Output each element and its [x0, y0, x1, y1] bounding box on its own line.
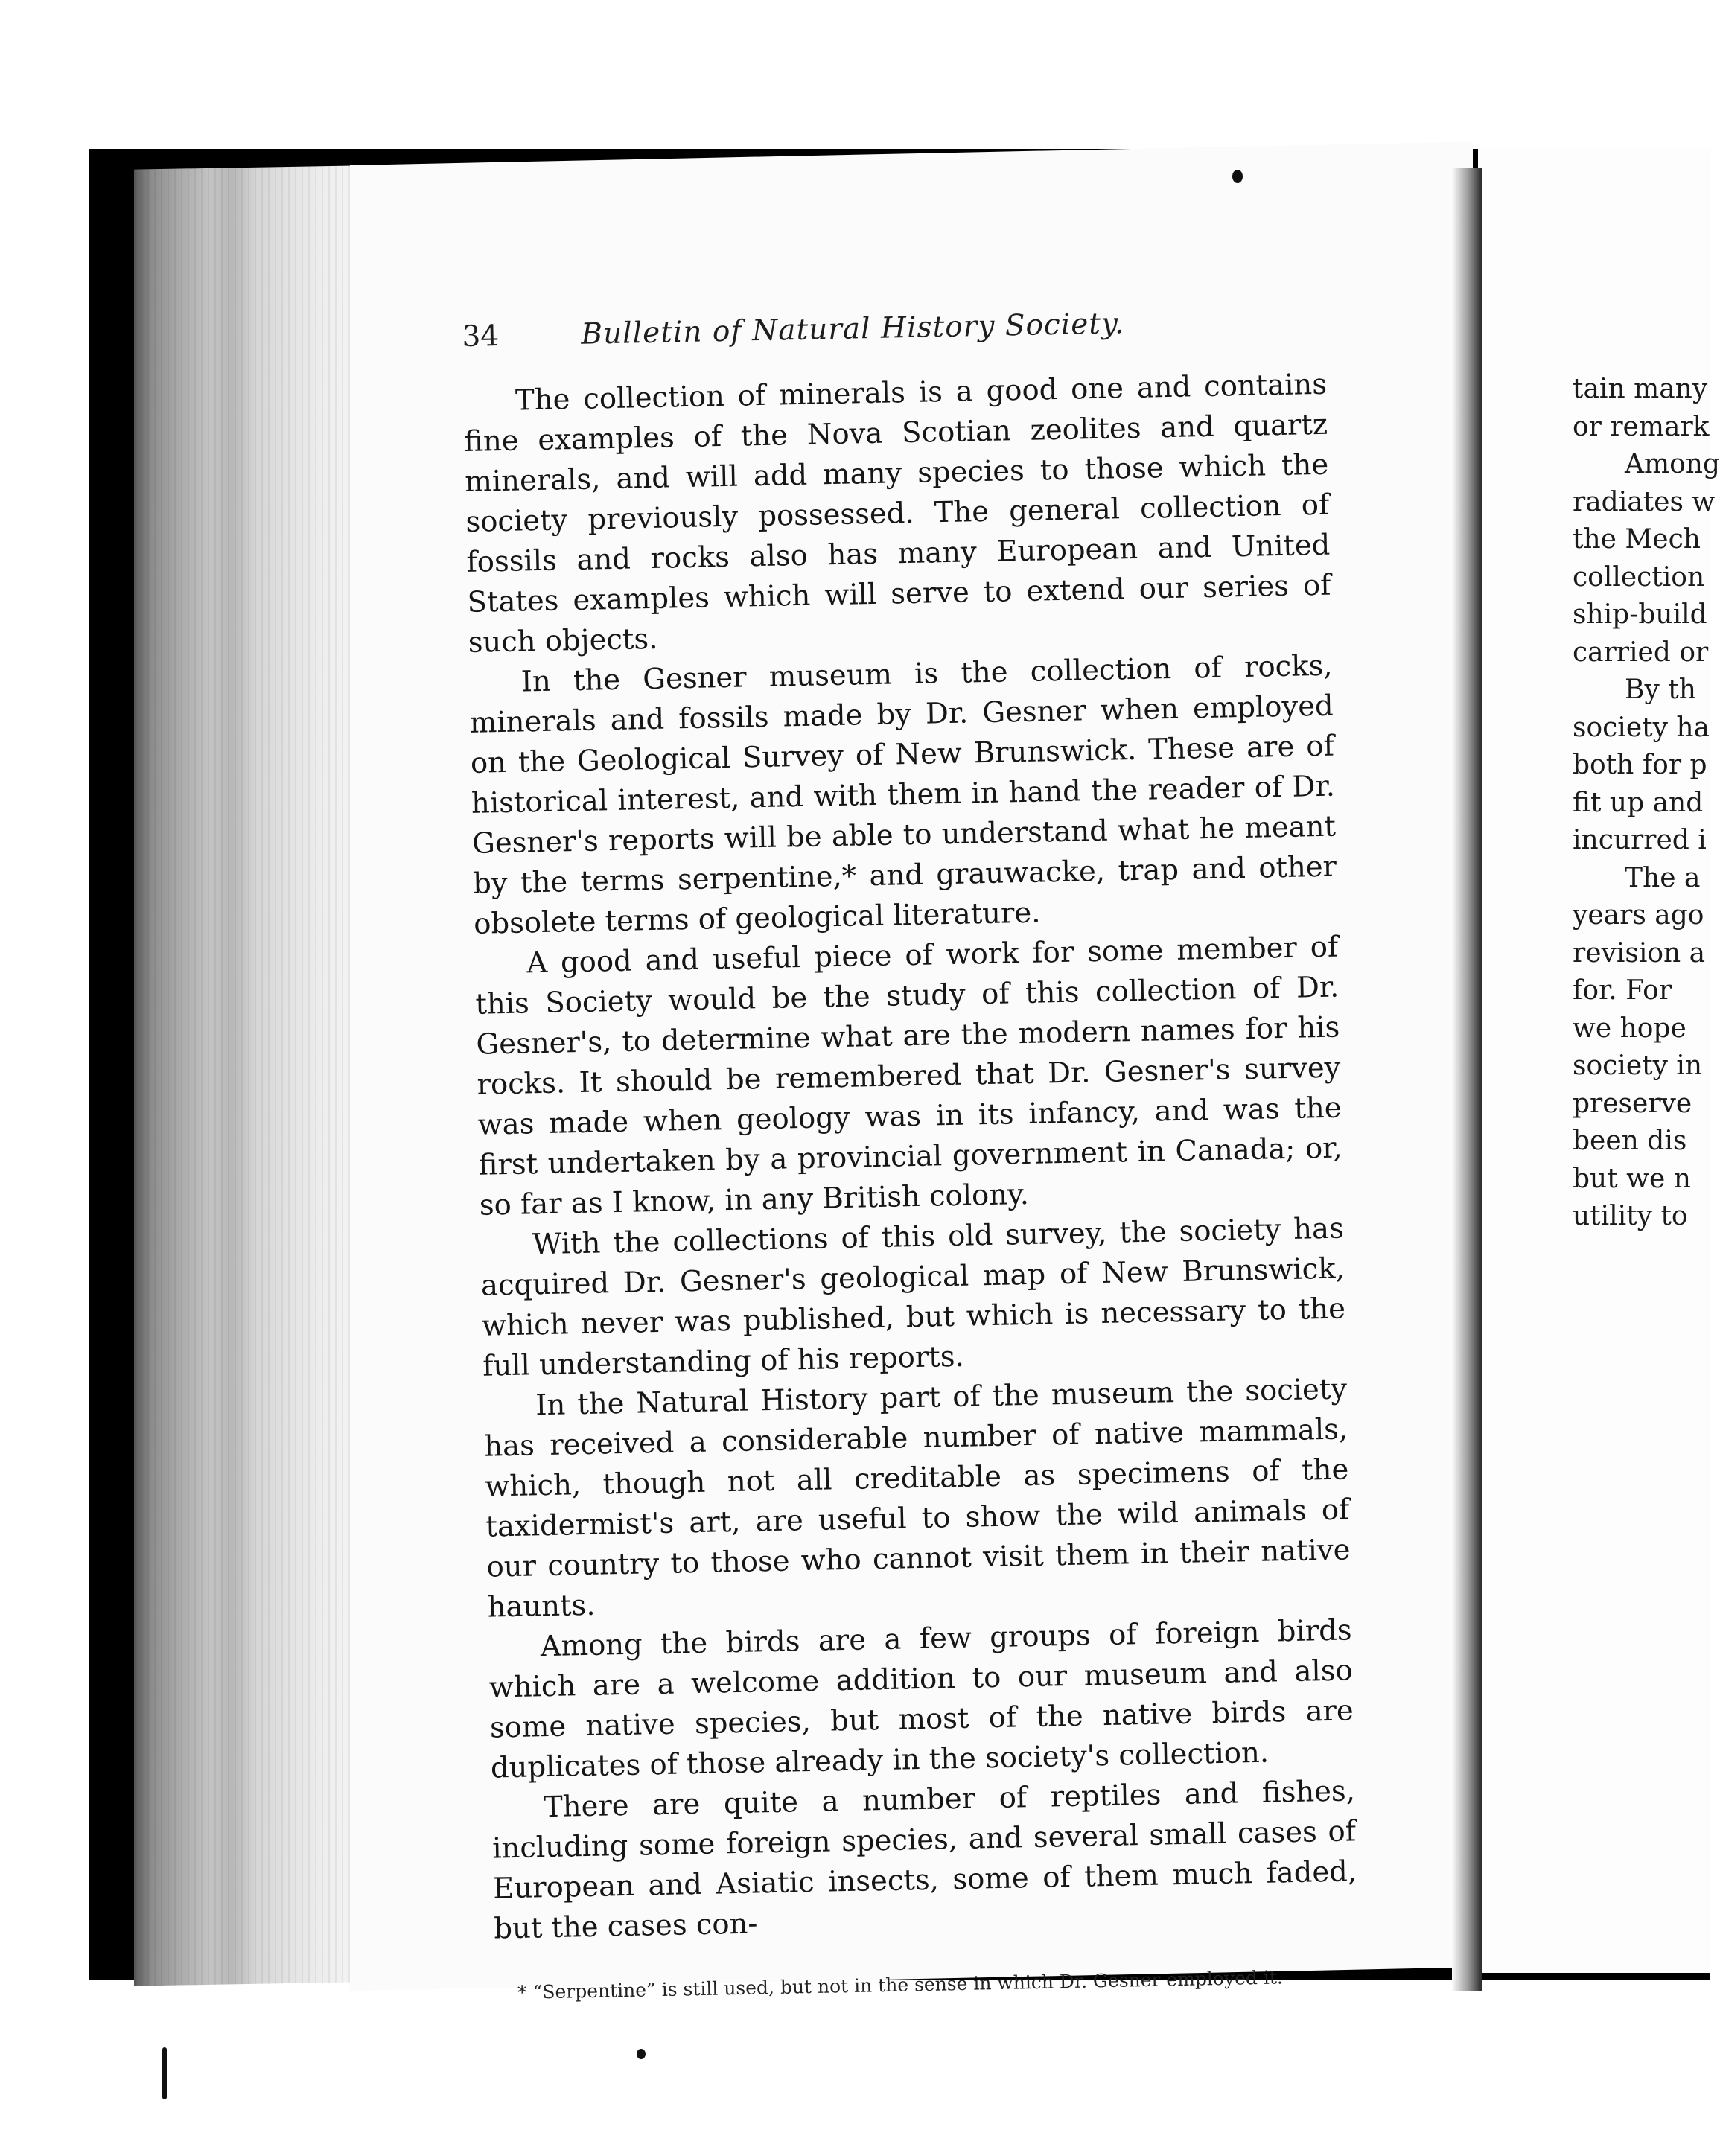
page-number: 34: [462, 319, 500, 354]
right-page-line: been dis: [1573, 1126, 1687, 1156]
right-page-line: revision a: [1573, 937, 1706, 969]
right-page-line: radiates w: [1573, 486, 1716, 517]
right-page-text: [1573, 371, 1720, 1236]
right-page-line: years ago: [1573, 900, 1704, 931]
right-page-line: preserve: [1573, 1088, 1692, 1119]
right-page-line: By th: [1625, 674, 1696, 705]
paragraph-native-mammals: In the Natural History part of the museum the society has received a considerable number of native mammals, which, though not all creditable as specimens of the taxidermist's art, are useful to show the wild animals of our country to those who cannot visit them in their native haunts.: [483, 1372, 1351, 1624]
scan-speck: [1232, 170, 1243, 183]
right-page-line: The a: [1625, 862, 1701, 893]
paragraph-study-collection: A good and useful piece of work for some member of this Society would be the study of this collection of Dr. Gesner's, to determine what are the modern names for his rocks. It should be remembered that Dr. Gesner's survey was made when geology was in its infancy, and was the first undertaken by a provincial government in Canada; or, so far as I know, in any British colony.: [475, 930, 1343, 1222]
right-page-line: society in: [1573, 1050, 1703, 1081]
right-page-line: ship-build: [1573, 599, 1707, 630]
right-page-line: carried or: [1573, 637, 1709, 668]
scan-speck: [637, 2049, 646, 2059]
scan-speck: [162, 2047, 167, 2099]
paragraph-geological-map: With the collections of this old survey, the society has acquired Dr. Gesner's geological map of New Brunswick, which never was published, but which is necessary to the full understanding of his reports.: [480, 1211, 1346, 1383]
right-page-line: incurred i: [1573, 825, 1707, 855]
right-page-line: tain many: [1573, 374, 1708, 404]
right-page-line: for. For: [1573, 975, 1672, 1006]
paragraph-birds: Among the birds are a few groups of foreign birds which are a welcome addition to our museum and also some native species, but most of the native birds are duplicates of those already in the society's collection.: [488, 1613, 1354, 1785]
right-page-line: collection: [1573, 561, 1705, 593]
footnote: * “Serpentine” is still used, but not in the sense in which Dr. Gesner employed it.: [517, 1966, 1284, 2003]
right-page-line: or remark: [1573, 411, 1710, 442]
right-page-line: utility to: [1573, 1201, 1688, 1231]
right-page-line: but we n: [1573, 1163, 1691, 1194]
book-page-edge-lines: [134, 165, 357, 1986]
scan-margin: [0, 1980, 1710, 2156]
book-gutter: [1452, 168, 1482, 1991]
right-page-line: society ha: [1573, 712, 1710, 743]
right-page-line: both for p: [1573, 750, 1707, 780]
page-content: [462, 303, 1359, 2006]
paragraph-reptiles-fishes: There are quite a number of reptiles and fishes, including some foreign species, and several small cases of European and Asiatic insects, some of them much faded, but the cases con-: [491, 1774, 1357, 1946]
right-page-line: the Mech: [1573, 524, 1701, 555]
right-page-line: fit up and: [1573, 787, 1704, 818]
paragraph-minerals: The collection of minerals is a good one and contains fine examples of the Nova Scotian zeolites and quartz minerals, and will add many species to those which the society previously possessed. The general collection of fossils and rocks also has many European and United States examples which will serve to extend our series of such objects.: [463, 367, 1331, 660]
right-page-line: Among: [1625, 449, 1720, 479]
paragraph-gesner-museum: In the Gesner museum is the collection of rocks, minerals and fossils made by Dr. Gesner when employed on the Geological Survey of New Brunswick. These are of historical interest, and with them in hand the reader of Dr. Gesner's reports will be able to understand what he meant by the terms serpentine,* and grauwacke, trap and other obsolete terms of geological literature.: [469, 648, 1337, 941]
running-title: Bulletin of Natural History Society.: [580, 307, 1125, 351]
right-page-line: we hope: [1573, 1012, 1686, 1044]
